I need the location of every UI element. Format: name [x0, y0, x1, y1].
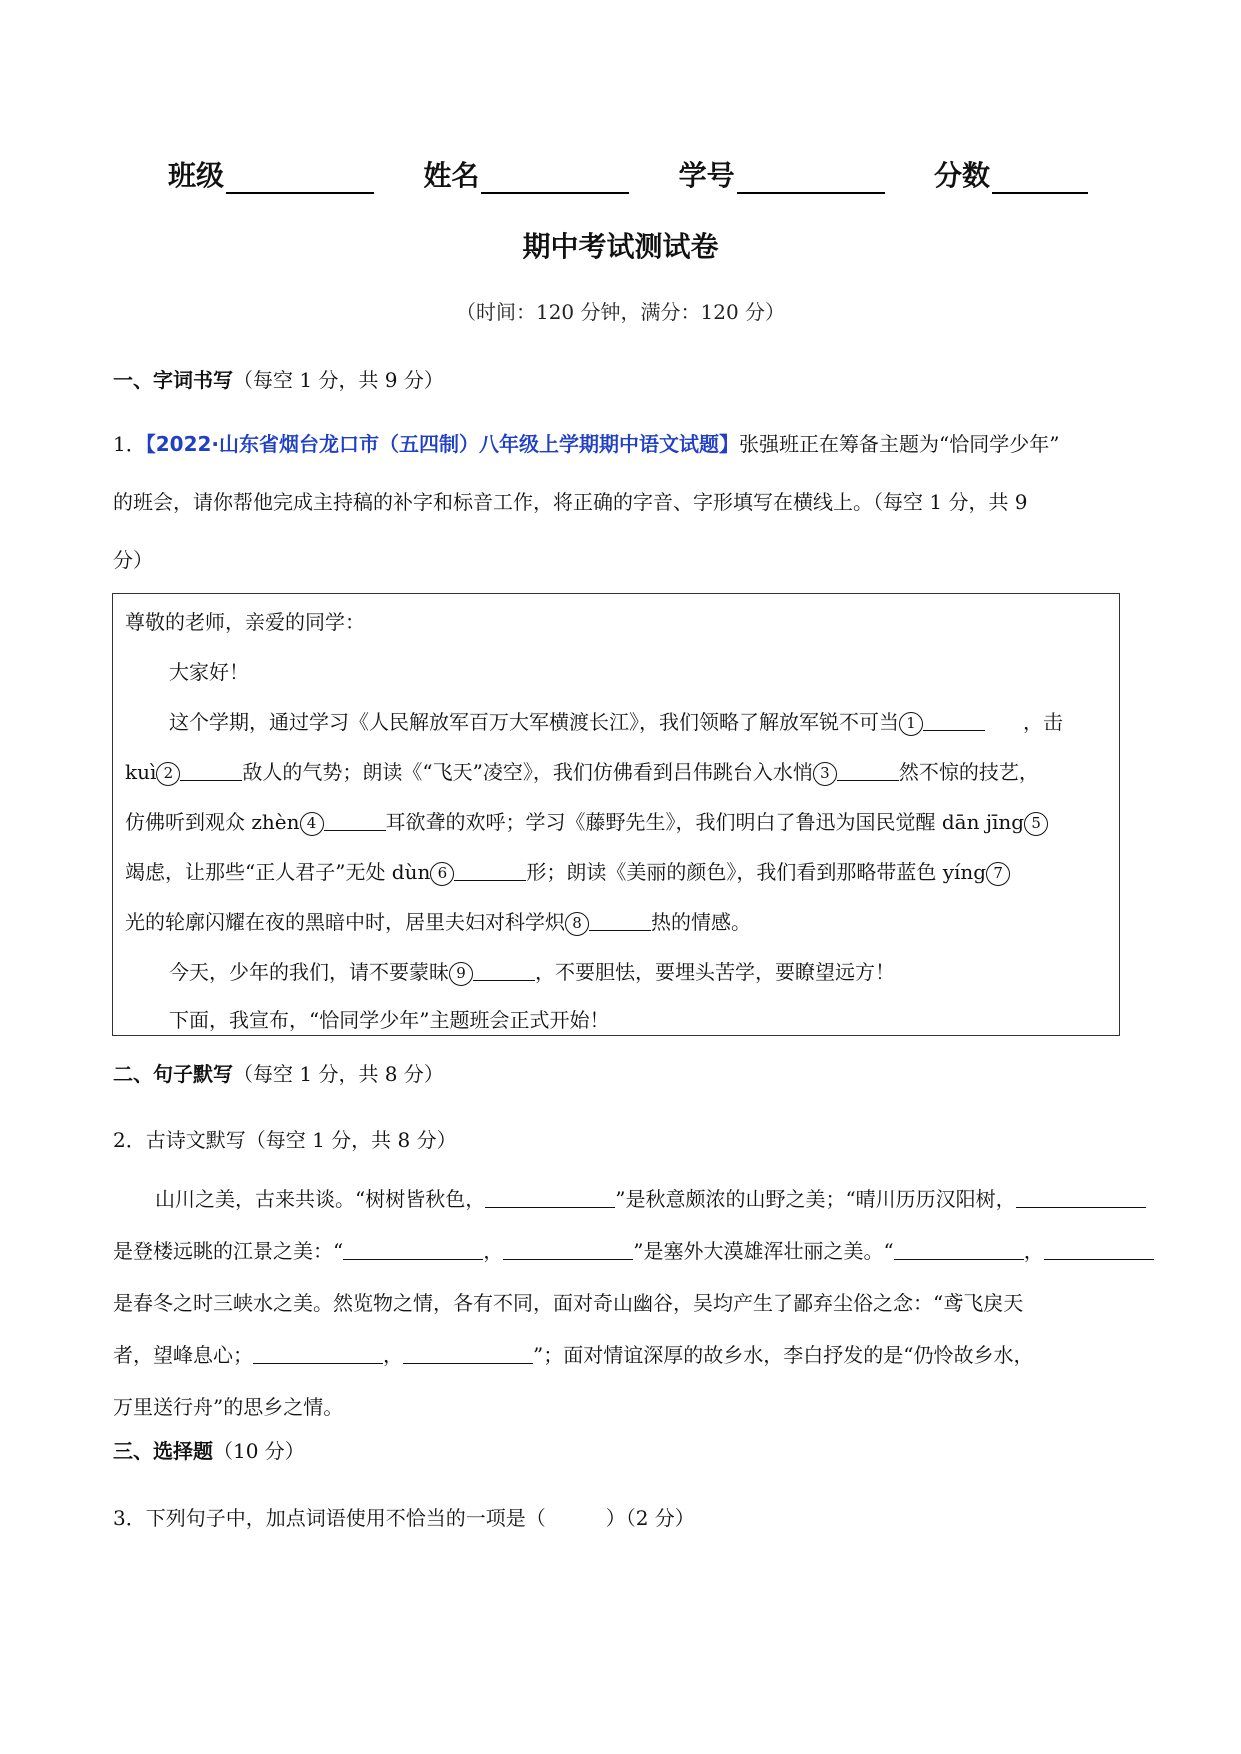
blank-9[interactable]: [473, 960, 535, 981]
q1-text-c: 分）: [113, 548, 153, 572]
poem-blank-3[interactable]: [343, 1239, 483, 1260]
name-field: [423, 158, 629, 194]
poem-comma-1: ，: [483, 1239, 504, 1263]
name-blank[interactable]: [481, 162, 629, 194]
blank-4[interactable]: [324, 810, 386, 831]
blank-2[interactable]: [180, 760, 242, 781]
box-line-5: [125, 806, 1048, 836]
class-field: [168, 158, 374, 194]
box-line-7-end: 热的情感。: [651, 910, 751, 934]
blank-number-1: 1: [899, 712, 923, 736]
blank-number-9: 9: [449, 962, 473, 986]
q1-number: 1．: [113, 432, 146, 456]
blank-1[interactable]: [923, 710, 985, 731]
speech-box: [112, 593, 1120, 1036]
page-title: 期中考试测试卷: [522, 230, 719, 263]
class-blank[interactable]: [226, 162, 374, 194]
class-label: 班级: [168, 159, 225, 192]
poem-line-1: [155, 1183, 1146, 1212]
box-line-5-text: 仿佛听到观众 zhèn: [125, 810, 300, 834]
poem-line-1-mid: ”是秋意颇浓的山野之美；“晴川历历汉阳树，: [615, 1187, 1016, 1211]
box-line-7: [125, 906, 751, 936]
poem-blank-8[interactable]: [403, 1343, 533, 1364]
blank-number-5: 5: [1024, 812, 1048, 836]
score-blank[interactable]: [992, 162, 1088, 194]
name-label: 姓名: [423, 159, 480, 192]
poem-blank-2[interactable]: [1016, 1187, 1146, 1208]
score-label: 分数: [933, 159, 990, 192]
q1-source: 【2022·山东省烟台龙口市（五四制）八年级上学期期中语文试题】: [145, 432, 739, 456]
question-2: 2．古诗文默写（每空 1 分，共 8 分）: [113, 1128, 457, 1152]
box-line-8-text: 今天，少年的我们，请不要蒙昧: [169, 960, 449, 984]
section-3-title: 三、选择题: [113, 1439, 213, 1463]
box-line-7-text: 光的轮廓闪耀在夜的黑暗中时，居里夫妇对科学炽: [125, 910, 565, 934]
box-line-6-text: 竭虑，让那些“正人君子”无处 dùn: [125, 860, 431, 884]
pinyin-kui: kuì: [125, 760, 157, 784]
id-blank[interactable]: [737, 162, 885, 194]
poem-blank-1[interactable]: [485, 1187, 615, 1208]
box-line-3: [169, 706, 1063, 736]
poem-line-3: 是春冬之时三峡水之美。然览物之情，各有不同，面对奇山幽谷，吴均产生了鄙弃尘俗之念：“鸢飞戾天: [113, 1291, 1024, 1315]
q1-text-a: 张强班正在筹备主题为“恰同学少年”: [739, 432, 1060, 456]
section-1-title: 一、字词书写: [113, 368, 233, 392]
blank-number-3: 3: [813, 762, 837, 786]
poem-line-4-text: 者，望峰息心；: [113, 1343, 253, 1367]
box-line-8: [169, 956, 895, 986]
section-2-heading: [113, 1058, 444, 1087]
box-line-1: 尊敬的老师，亲爱的同学：: [125, 610, 365, 634]
section-2-title: 二、句子默写: [113, 1062, 233, 1086]
box-line-3-end: ，击: [1023, 710, 1063, 734]
blank-number-4: 4: [300, 812, 324, 836]
score-field: [934, 158, 1088, 194]
box-line-6: [125, 856, 1010, 886]
blank-number-2: 2: [156, 762, 180, 786]
blank-3[interactable]: [837, 760, 899, 781]
section-2-score: （每空 1 分，共 8 分）: [233, 1062, 444, 1086]
student-info-row: [168, 158, 1088, 194]
poem-line-2-text: 是登楼远眺的江景之美：“: [113, 1239, 344, 1263]
blank-number-6: 6: [430, 862, 454, 886]
page-subtitle: （时间：120 分钟，满分：120 分）: [455, 300, 786, 324]
poem-blank-6[interactable]: [1044, 1239, 1154, 1260]
poem-blank-4[interactable]: [503, 1239, 633, 1260]
blank-number-7: 7: [986, 862, 1010, 886]
question-3: 3．下列句子中，加点词语使用不恰当的一项是（ ）（2 分）: [113, 1506, 695, 1530]
id-field: [679, 158, 885, 194]
box-line-4: [125, 756, 1039, 786]
box-line-8-end: ，不要胆怯，要埋头苦学，要瞭望远方！: [535, 960, 895, 984]
box-line-5-mid: 耳欲聋的欢呼；学习《藤野先生》，我们明白了鲁迅为国民觉醒 dān jīng: [385, 810, 1025, 834]
section-1-score: （每空 1 分，共 9 分）: [233, 368, 444, 392]
blank-number-8: 8: [565, 912, 589, 936]
box-line-6-mid: 形；朗读《美丽的颜色》，我们看到那略带蓝色 yíng: [526, 860, 987, 884]
question-1: [113, 415, 1123, 589]
box-line-9: 下面，我宣布，“恰同学少年”主题班会正式开始！: [169, 1008, 610, 1032]
box-line-4-end: 然不惊的技艺，: [898, 760, 1039, 784]
box-line-2: 大家好！: [169, 660, 249, 684]
id-label: 学号: [678, 159, 735, 192]
poem-line-5: 万里送行舟”的思乡之情。: [113, 1395, 344, 1419]
poem-line-2-mid: ”是塞外大漠雄浑壮丽之美。“: [633, 1239, 894, 1263]
blank-6[interactable]: [454, 860, 526, 881]
poem-line-4: [113, 1339, 1033, 1368]
poem-line-4-end: ”；面对情谊深厚的故乡水，李白抒发的是“仍怜故乡水，: [533, 1343, 1034, 1367]
section-1-heading: [113, 364, 444, 393]
blank-8[interactable]: [589, 910, 651, 931]
section-3-heading: [113, 1435, 305, 1464]
poem-blank-7[interactable]: [253, 1343, 383, 1364]
box-line-4-text: 敌人的气势；朗读《“飞天”凌空》，我们仿佛看到吕伟跳台入水悄: [242, 760, 813, 784]
poem-comma-3: ，: [383, 1343, 403, 1367]
box-line-3-text: 这个学期，通过学习《人民解放军百万大军横渡长江》，我们领略了解放军锐不可当: [169, 710, 899, 734]
poem-line-2: [113, 1235, 1154, 1264]
section-3-score: （10 分）: [213, 1439, 305, 1463]
poem-blank-5[interactable]: [894, 1239, 1024, 1260]
poem-line-1-text: 山川之美，古来共谈。“树树皆秋色，: [155, 1187, 486, 1211]
poem-comma-2: ，: [1023, 1239, 1044, 1263]
q1-text-b: 的班会，请你帮他完成主持稿的补字和标音工作，将正确的字音、字形填写在横线上。（每空 1 分，共 9: [113, 490, 1028, 514]
